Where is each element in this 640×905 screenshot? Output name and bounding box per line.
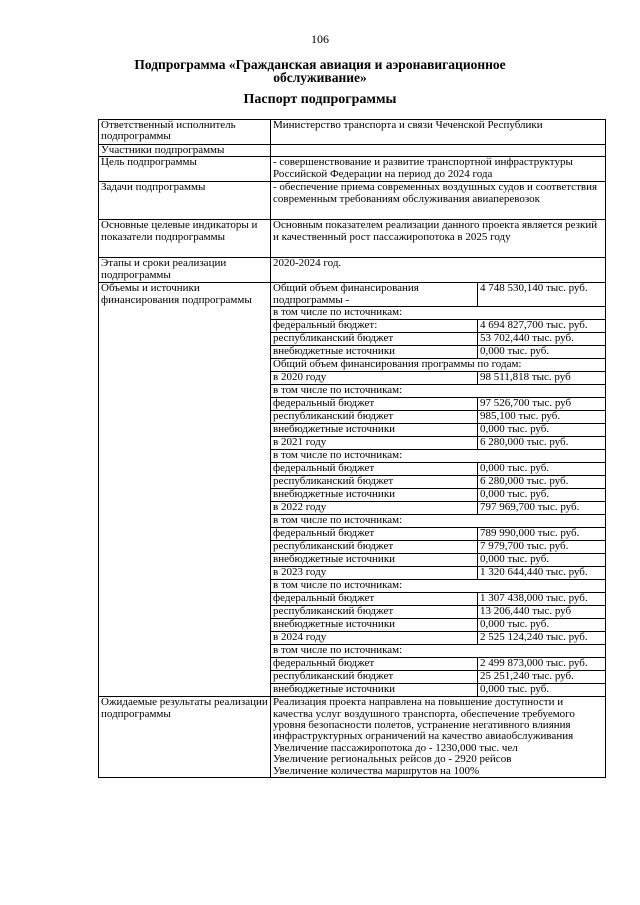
fin-year: в 2021 году (271, 437, 478, 450)
table-row (99, 120, 606, 145)
result-line: Увеличение региональных рейсов до - 2920 рейсов (273, 753, 512, 766)
fin-row (271, 346, 605, 359)
fin-year: в 2024 году (271, 632, 478, 645)
fin-row (271, 619, 605, 632)
fin-year-row (271, 632, 605, 645)
financing-cell (271, 283, 606, 697)
table-row (99, 220, 606, 258)
fin-year-row (271, 372, 605, 385)
fin-year-total: 6 280,000 тыс. руб. (478, 437, 606, 450)
fin-year-row (271, 567, 605, 580)
fin-source-name: внебюджетные источники (271, 424, 478, 437)
row-value-executor: Министерство транспорта и связи Чеченской Республики (271, 120, 606, 145)
fin-total-label: Общий объем финансирования подпрограммы - (271, 283, 478, 306)
fin-source-name: республиканский бюджет (271, 476, 478, 489)
fin-row (271, 541, 605, 554)
fin-source-value: 985,100 тыс. руб. (478, 411, 606, 424)
fin-row (271, 528, 605, 541)
fin-source-value: 7 979,700 тыс. руб. (478, 541, 606, 554)
fin-row (271, 606, 605, 619)
subprogram-title: Подпрограмма «Гражданская авиация и аэронавигационное обслуживание» (134, 57, 506, 85)
fin-sources-label: в том числе по источникам: (271, 580, 605, 593)
fin-source-value: 2 499 873,000 тыс. руб. (478, 658, 606, 671)
table-row (99, 697, 606, 778)
fin-year-total: 98 511,818 тыс. руб (478, 372, 606, 385)
fin-year: в 2020 году (271, 372, 478, 385)
fin-row (271, 333, 605, 346)
fin-source-value: 4 694 827,700 тыс. руб. (478, 320, 606, 333)
fin-row (271, 463, 605, 476)
fin-source-name: федеральный бюджет (271, 463, 478, 476)
fin-source-name: республиканский бюджет (271, 333, 478, 346)
financing-table (271, 283, 605, 696)
result-line: Реализация проекта направлена на повышение доступности и качества услуг воздушного транспорта, обеспечение требуемого уровня безопасности полетов, устранение негативного влияния инфраструктурных ограничений на качество авиаобслуживания (273, 696, 575, 743)
fin-year-total: 1 320 644,440 тыс. руб. (478, 567, 606, 580)
fin-source-name: внебюджетные источники (271, 684, 478, 697)
fin-source-name: федеральный бюджет (271, 658, 478, 671)
fin-row (271, 684, 605, 697)
row-label-financing: Объемы и источники финансирования подпрограммы (99, 283, 271, 697)
fin-source-name: внебюджетные источники (271, 489, 478, 502)
fin-row (271, 671, 605, 684)
fin-source-name: федеральный бюджет (271, 528, 478, 541)
fin-year-total: 797 969,700 тыс. руб. (478, 502, 606, 515)
fin-row (271, 385, 605, 398)
fin-row (271, 593, 605, 606)
row-label-stages: Этапы и сроки реализации подпрограммы (99, 258, 271, 283)
fin-row (271, 320, 605, 333)
fin-year-row (271, 437, 605, 450)
fin-sources-label: в том числе по источникам: (271, 450, 605, 463)
fin-row (271, 580, 605, 593)
fin-source-value: 13 206,440 тыс. руб (478, 606, 606, 619)
fin-source-value: 0,000 тыс. руб. (478, 424, 606, 437)
fin-row (271, 359, 605, 372)
row-label-results: Ожидаемые результаты реализации подпрограммы (99, 697, 271, 778)
row-label-participants: Участники подпрограммы (99, 145, 271, 157)
fin-source-name: республиканский бюджет (271, 411, 478, 424)
fin-sources-label: в том числе по источникам: (271, 307, 605, 320)
fin-source-name: федеральный бюджет: (271, 320, 478, 333)
fin-by-year-label: Общий объем финансирования программы по годам: (271, 359, 605, 372)
fin-source-value: 97 526,700 тыс. руб (478, 398, 606, 411)
row-label-indicators: Основные целевые индикаторы и показатели подпрограммы (99, 220, 271, 258)
fin-source-value: 6 280,000 тыс. руб. (478, 476, 606, 489)
fin-source-value: 0,000 тыс. руб. (478, 489, 606, 502)
fin-source-name: федеральный бюджет (271, 398, 478, 411)
passport-table (98, 119, 606, 778)
row-label-goal: Цель подпрограммы (99, 157, 271, 182)
row-value-tasks: - обеспечение приема современных воздушных судов и соответствия современным требованиям обслуживания авиаперевозок (271, 182, 606, 220)
fin-row (271, 411, 605, 424)
fin-row (271, 307, 605, 320)
table-row (99, 157, 606, 182)
fin-source-value: 0,000 тыс. руб. (478, 346, 606, 359)
fin-year: в 2022 году (271, 502, 478, 515)
fin-source-value: 53 702,440 тыс. руб. (478, 333, 606, 346)
fin-source-name: внебюджетные источники (271, 346, 478, 359)
fin-source-value: 0,000 тыс. руб. (478, 463, 606, 476)
fin-year-row (271, 502, 605, 515)
fin-source-value: 1 307 438,000 тыс. руб. (478, 593, 606, 606)
fin-row (271, 658, 605, 671)
fin-row (271, 645, 605, 658)
fin-source-name: внебюджетные источники (271, 554, 478, 567)
row-label-executor: Ответственный исполнитель подпрограммы (99, 120, 271, 145)
fin-sources-label: в том числе по источникам: (271, 645, 605, 658)
passport-heading: Паспорт подпрограммы (243, 92, 397, 107)
fin-source-name: федеральный бюджет (271, 593, 478, 606)
fin-year-total: 2 525 124,240 тыс. руб. (478, 632, 606, 645)
table-row (99, 283, 606, 697)
row-value-indicators: Основным показателем реализации данного проекта является резкий и качественный рост пассажиропотока в 2025 году (271, 220, 606, 258)
row-value-goal: - совершенствование и развитие транспортной инфраструктуры Российской Федерации на период до 2024 года (271, 157, 606, 182)
table-row (99, 258, 606, 283)
fin-source-value: 0,000 тыс. руб. (478, 619, 606, 632)
result-line: Увеличение количества маршрутов на 100% (273, 764, 480, 777)
fin-source-value: 0,000 тыс. руб. (478, 684, 606, 697)
fin-row (271, 554, 605, 567)
fin-row (271, 450, 605, 463)
fin-row (271, 515, 605, 528)
fin-source-value: 789 990,000 тыс. руб. (478, 528, 606, 541)
fin-row (271, 283, 605, 306)
fin-sources-label: в том числе по источникам: (271, 515, 605, 528)
fin-source-name: внебюджетные источники (271, 619, 478, 632)
fin-row (271, 489, 605, 502)
fin-row (271, 476, 605, 489)
row-value-participants (271, 145, 606, 157)
fin-source-name: республиканский бюджет (271, 606, 478, 619)
fin-row (271, 424, 605, 437)
table-row (99, 145, 606, 157)
fin-row (271, 398, 605, 411)
fin-total-value: 4 748 530,140 тыс. руб. (478, 283, 606, 306)
fin-source-name: республиканский бюджет (271, 671, 478, 684)
row-value-results (271, 697, 606, 778)
fin-source-name: республиканский бюджет (271, 541, 478, 554)
row-label-tasks: Задачи подпрограммы (99, 182, 271, 220)
row-value-stages: 2020-2024 год. (271, 258, 606, 283)
fin-year: в 2023 году (271, 567, 478, 580)
fin-source-value: 0,000 тыс. руб. (478, 554, 606, 567)
fin-sources-label: в том числе по источникам: (271, 385, 605, 398)
fin-source-value: 25 251,240 тыс. руб. (478, 671, 606, 684)
table-row (99, 182, 606, 220)
page-number: 106 (311, 32, 329, 46)
result-line: Увеличение пассажиропотока до - 1230,000 тыс. чел (273, 741, 518, 754)
